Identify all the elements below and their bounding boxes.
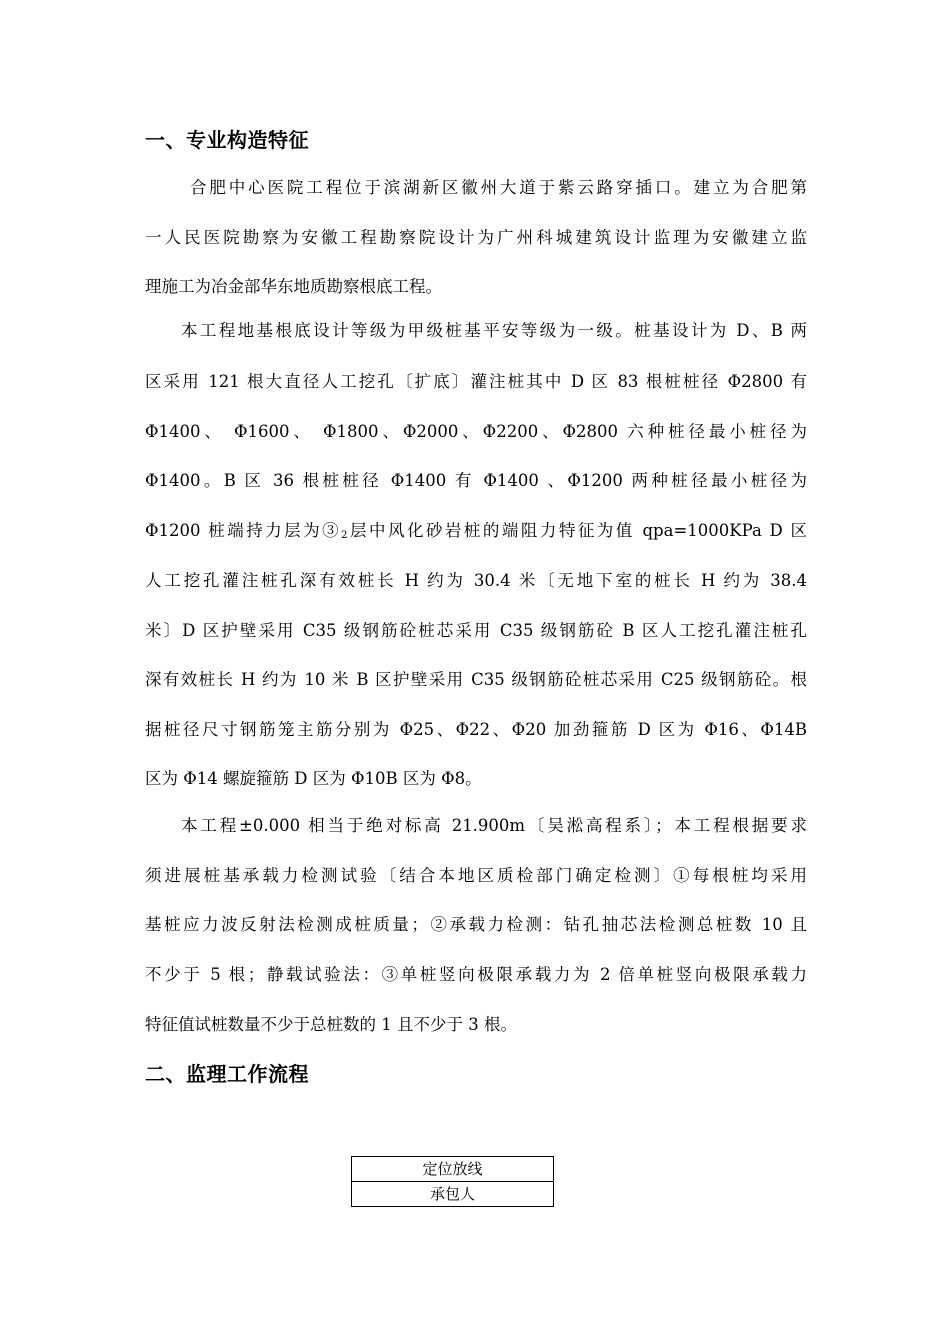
paragraph-line: 本工程地基根底设计等级为甲级桩基平安等级为一级。桩基设计为 D、B 两 xyxy=(181,321,807,340)
paragraph-line: 区为 Φ14 螺旋箍筋 D 区为 Φ10B 区为 Φ8。 xyxy=(145,769,482,788)
paragraph-line: Φ1400。B 区 36 根桩桩径 Φ1400 有 Φ1400 、Φ1200 两种桩径最小桩径为 xyxy=(145,471,807,490)
flow-role-label: 承包人 xyxy=(429,1185,475,1203)
paragraph-line-with-subscript xyxy=(145,517,807,541)
paragraph-line: 合肥中心医院工程位于滨湖新区徽州大道于紫云路穿插口。建立为合肥第 xyxy=(190,178,807,197)
paragraph-line: 不少于 5 根；静载试验法：③单桩竖向极限承载力为 2 倍单桩竖向极限承载力 xyxy=(145,965,807,984)
paragraph-line: 特征值试桩数量不少于总桩数的 1 且不少于 3 根。 xyxy=(145,1015,517,1034)
paragraph-line: 米〕D 区护壁采用 C35 级钢筋砼桩芯采用 C35 级钢筋砼 B 区人工挖孔灌注桩孔 xyxy=(145,621,807,640)
line-part: Φ1200 桩端持力层为③ xyxy=(145,521,342,540)
paragraph-line: 须进展桩基承载力检测试验〔结合本地区质检部门确定检测〕①每根桩均采用 xyxy=(145,866,807,885)
paragraph-line: 本工程±0.000 相当于绝对标高 21.900m〔吴淞高程系〕；本工程根据要求 xyxy=(181,816,807,835)
subscript: 2 xyxy=(341,530,348,541)
section1-heading: 一、专业构造特征 xyxy=(145,128,309,152)
paragraph-line: Φ1400、 Φ1600、 Φ1800、Φ2000、Φ2200、Φ2800 六种桩径最小桩径为 xyxy=(145,422,807,441)
flow-step-label: 定位放线 xyxy=(352,1157,553,1182)
paragraph-line: 一人民医院勘察为安徽工程勘察院设计为广州科城建筑设计监理为安徽建立监 xyxy=(145,228,807,247)
paragraph-line: 人工挖孔灌注桩孔深有效桩长 H 约为 30.4 米〔无地下室的桩长 H 约为 38.4 xyxy=(145,571,807,590)
paragraph-line: 区采用 121 根大直径人工挖孔〔扩底〕灌注桩其中 D 区 83 根桩桩径 Φ2800 有 xyxy=(145,372,807,391)
paragraph-line: 理施工为冶金部华东地质勘察根底工程。 xyxy=(145,277,442,296)
section2-heading: 二、监理工作流程 xyxy=(145,1062,309,1086)
line-part: 层中风化砂岩桩的端阻力特征为值 qpa=1000KPa D 区 xyxy=(347,521,807,540)
paragraph-line: 据桩径尺寸钢筋笼主筋分别为 Φ25、Φ22、Φ20 加劲箍筋 D 区为 Φ16、Φ14B xyxy=(145,720,807,739)
paragraph-line: 基桩应力波反射法检测成桩质量；②承载力检测：钻孔抽芯法检测总桩数 10 且 xyxy=(145,915,807,934)
paragraph-line: 深有效桩长 H 约为 10 米 B 区护壁采用 C35 级钢筋砼桩芯采用 C25 级钢筋砼。根 xyxy=(145,670,807,689)
flowchart-box xyxy=(351,1156,554,1207)
